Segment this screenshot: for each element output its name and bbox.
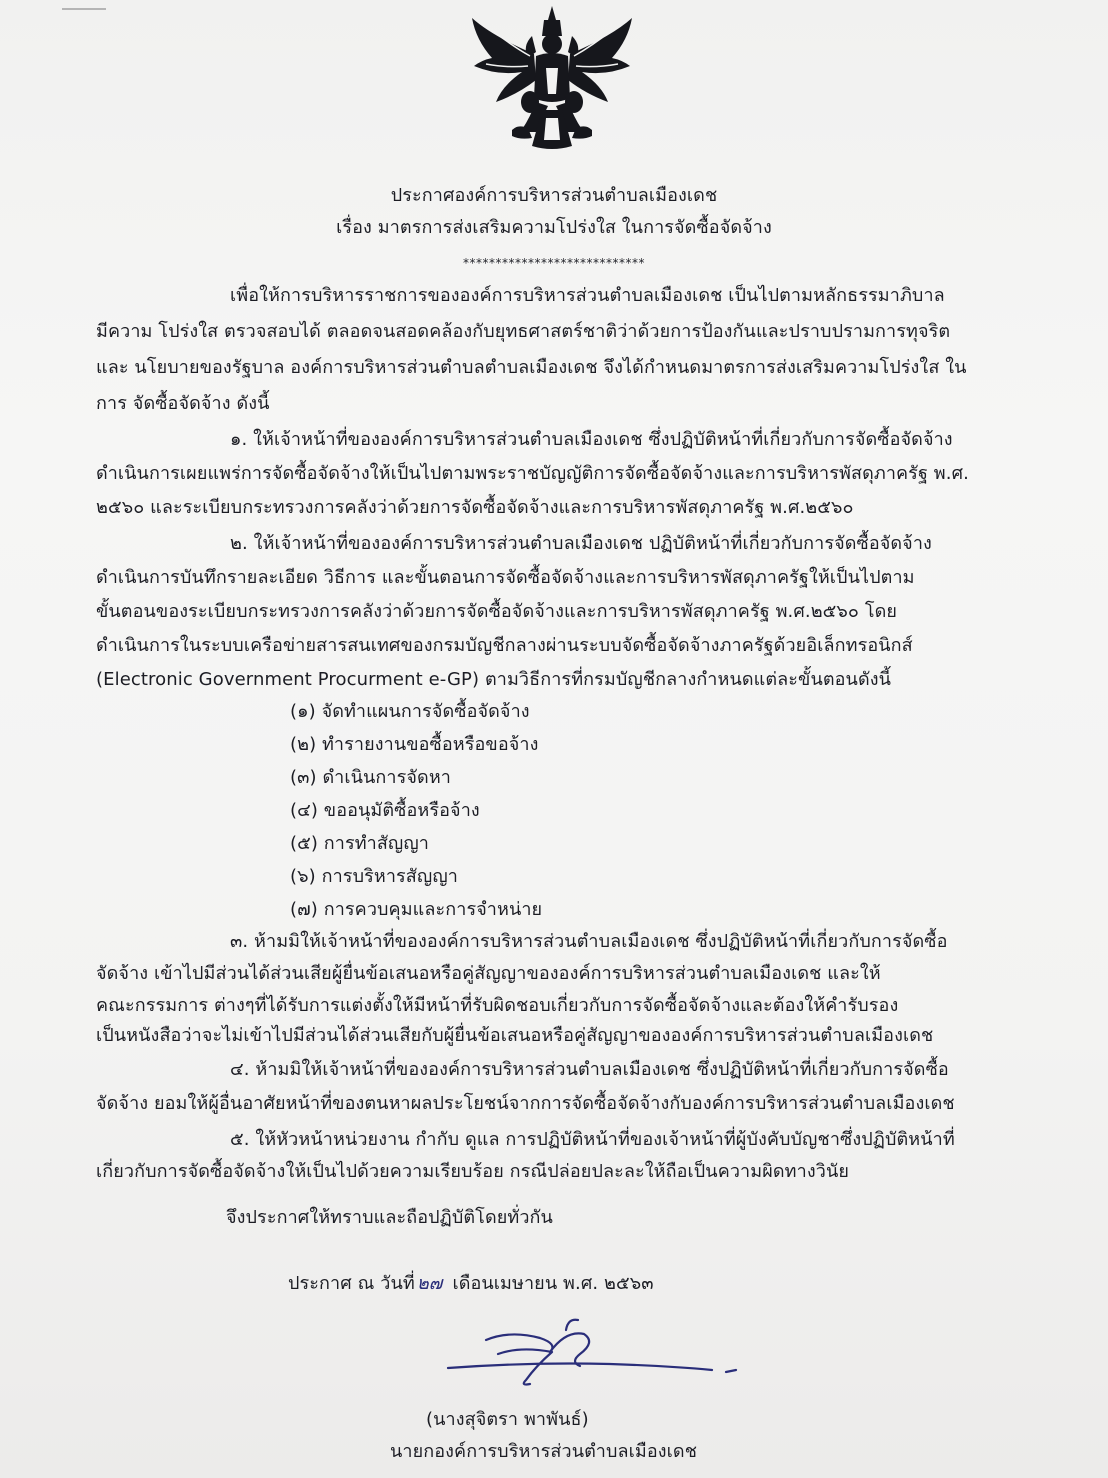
- step-item: (๕) การทำสัญญา: [290, 833, 430, 854]
- item-3-line: เป็นหนังสือว่าจะไม่เข้าไปมีส่วนได้ส่วนเสียกับผู้ยื่นข้อเสนอหรือคู่สัญญาขององค์การบริหารส่วนตำบลเมืองเดช: [96, 1025, 934, 1046]
- step-item: (๔) ขออนุมัติซื้อหรือจ้าง: [290, 800, 480, 821]
- step-item: (๑) จัดทำแผนการจัดซื้อจัดจ้าง: [290, 701, 530, 722]
- item-2-line: (Electronic Government Procurment e-GP) ตามวิธีการที่กรมบัญชีกลางกำหนดแต่ละขั้นตอนดังนี้: [96, 669, 892, 690]
- item-1-line: ดำเนินการเผยแพร่การจัดซื้อจัดจ้างให้เป็นไปตามพระราชบัญญัติการจัดซื้อจัดจ้างและการบริหารพัสดุภาครัฐ พ.ศ.: [96, 463, 969, 484]
- signatory-name: (นางสุจิตรา พาพันธ์): [426, 1409, 589, 1430]
- intro-line: และ นโยบายของรัฐบาล องค์การบริหารส่วนตำบลตำบลเมืองเดช จึงได้กำหนดมาตรการส่งเสริมความโปร่งใส ใน: [96, 357, 967, 378]
- announcement-subject: เรื่อง มาตรการส่งเสริมความโปร่งใส ในการจัดซื้อจัดจ้าง: [336, 217, 772, 238]
- intro-line: เพื่อให้การบริหารราชการขององค์การบริหารส่วนตำบลเมืองเดช เป็นไปตามหลักธรรมาภิบาล: [230, 285, 945, 306]
- item-5-line: เกี่ยวกับการจัดซื้อจัดจ้างให้เป็นไปด้วยความเรียบร้อย กรณีปล่อยปละละให้ถือเป็นความผิดทางวินัย: [96, 1161, 849, 1182]
- corner-mark: [62, 8, 106, 10]
- item-5-line: ๕. ให้หัวหน้าหน่วยงาน กำกับ ดูแล การปฏิบัติหน้าที่ของเจ้าหน้าที่ผู้บังคับบัญชาซึ่งปฏิบัติหน้าที่: [230, 1129, 955, 1150]
- step-item: (๒) ทำรายงานขอซื้อหรือขอจ้าง: [290, 734, 539, 755]
- date-prefix: ประกาศ ณ วันที่: [288, 1273, 415, 1294]
- date-day: ๒๗: [416, 1273, 443, 1294]
- step-item: (๖) การบริหารสัญญา: [290, 866, 458, 887]
- item-2-line: ดำเนินการบันทึกรายละเอียด วิธีการ และขั้นตอนการจัดซื้อจัดจ้างและการบริหารพัสดุภาครัฐให้เป็นไปตาม: [96, 567, 915, 588]
- item-2-line: ๒. ให้เจ้าหน้าที่ขององค์การบริหารส่วนตำบลเมืองเดช ปฏิบัติหน้าที่เกี่ยวกับการจัดซื้อจัดจ้าง: [230, 533, 932, 554]
- item-1-line: ๒๕๖๐ และระเบียบกระทรวงการคลังว่าด้วยการจัดซื้อจัดจ้างและการบริหารพัสดุภาครัฐ พ.ศ.๒๕๖๐: [96, 497, 854, 518]
- announcement-title: ประกาศองค์การบริหารส่วนตำบลเมืองเดช: [390, 185, 718, 206]
- item-3-line: ๓. ห้ามมิให้เจ้าหน้าที่ขององค์การบริหารส่วนตำบลเมืองเดช ซึ่งปฏิบัติหน้าที่เกี่ยวกับการจัดซื้อ: [230, 931, 948, 952]
- intro-line: มีความ โปร่งใส ตรวจสอบได้ ตลอดจนสอดคล้องกับยุทธศาสตร์ชาติว่าด้วยการป้องกันและปราบปรามการทุจริต: [96, 321, 951, 342]
- signatory-position: นายกองค์การบริหารส่วนตำบลเมืองเดช: [390, 1441, 698, 1462]
- step-item: (๓) ดำเนินการจัดหา: [290, 767, 452, 788]
- garuda-emblem: [462, 6, 642, 152]
- date-suffix: เดือนเมษายน พ.ศ. ๒๕๖๓: [452, 1273, 654, 1294]
- item-4-line: ๔. ห้ามมิให้เจ้าหน้าที่ขององค์การบริหารส่วนตำบลเมืองเดช ซึ่งปฏิบัติหน้าที่เกี่ยวกับการจัดซื้อ: [230, 1059, 949, 1080]
- step-item: (๗) การควบคุมและการจำหน่าย: [290, 899, 543, 920]
- item-2-line: ขั้นตอนของระเบียบกระทรวงการคลังว่าด้วยการจัดซื้อจัดจ้างและการบริหารพัสดุภาครัฐ พ.ศ.๒๕๖๐ โดย: [96, 601, 898, 622]
- handwritten-signature: [440, 1300, 760, 1390]
- item-3-line: จัดจ้าง เข้าไปมีส่วนได้ส่วนเสียผู้ยื่นข้อเสนอหรือคู่สัญญาขององค์การบริหารส่วนตำบลเมืองเดช และให้: [96, 963, 881, 984]
- intro-line: การ จัดซื้อจัดจ้าง ดังนี้: [96, 393, 270, 414]
- item-4-line: จัดจ้าง ยอมให้ผู้อื่นอาศัยหน้าที่ของตนหาผลประโยชน์จากการจัดซื้อจัดจ้างกับองค์การบริหารส่วนตำบลเมืองเดช: [96, 1093, 955, 1114]
- item-3-line: คณะกรรมการ ต่างๆที่ได้รับการแต่งตั้งให้มีหน้าที่รับผิดชอบเกี่ยวกับการจัดซื้อจัดจ้างและต้องให้คำรับรอง: [96, 995, 899, 1016]
- closing-statement: จึงประกาศให้ทราบและถือปฏิบัติโดยทั่วกัน: [226, 1207, 553, 1228]
- item-2-line: ดำเนินการในระบบเครือข่ายสารสนเทศของกรมบัญชีกลางผ่านระบบจัดซื้อจัดจ้างภาครัฐด้วยอิเล็กทรอนิกส์: [96, 635, 913, 656]
- item-1-line: ๑. ให้เจ้าหน้าที่ขององค์การบริหารส่วนตำบลเมืองเดช ซึ่งปฏิบัติหน้าที่เกี่ยวกับการจัดซื้อจัดจ้าง: [230, 429, 953, 450]
- announcement-date: [288, 1272, 654, 1296]
- title-separator: ****************************: [463, 256, 645, 270]
